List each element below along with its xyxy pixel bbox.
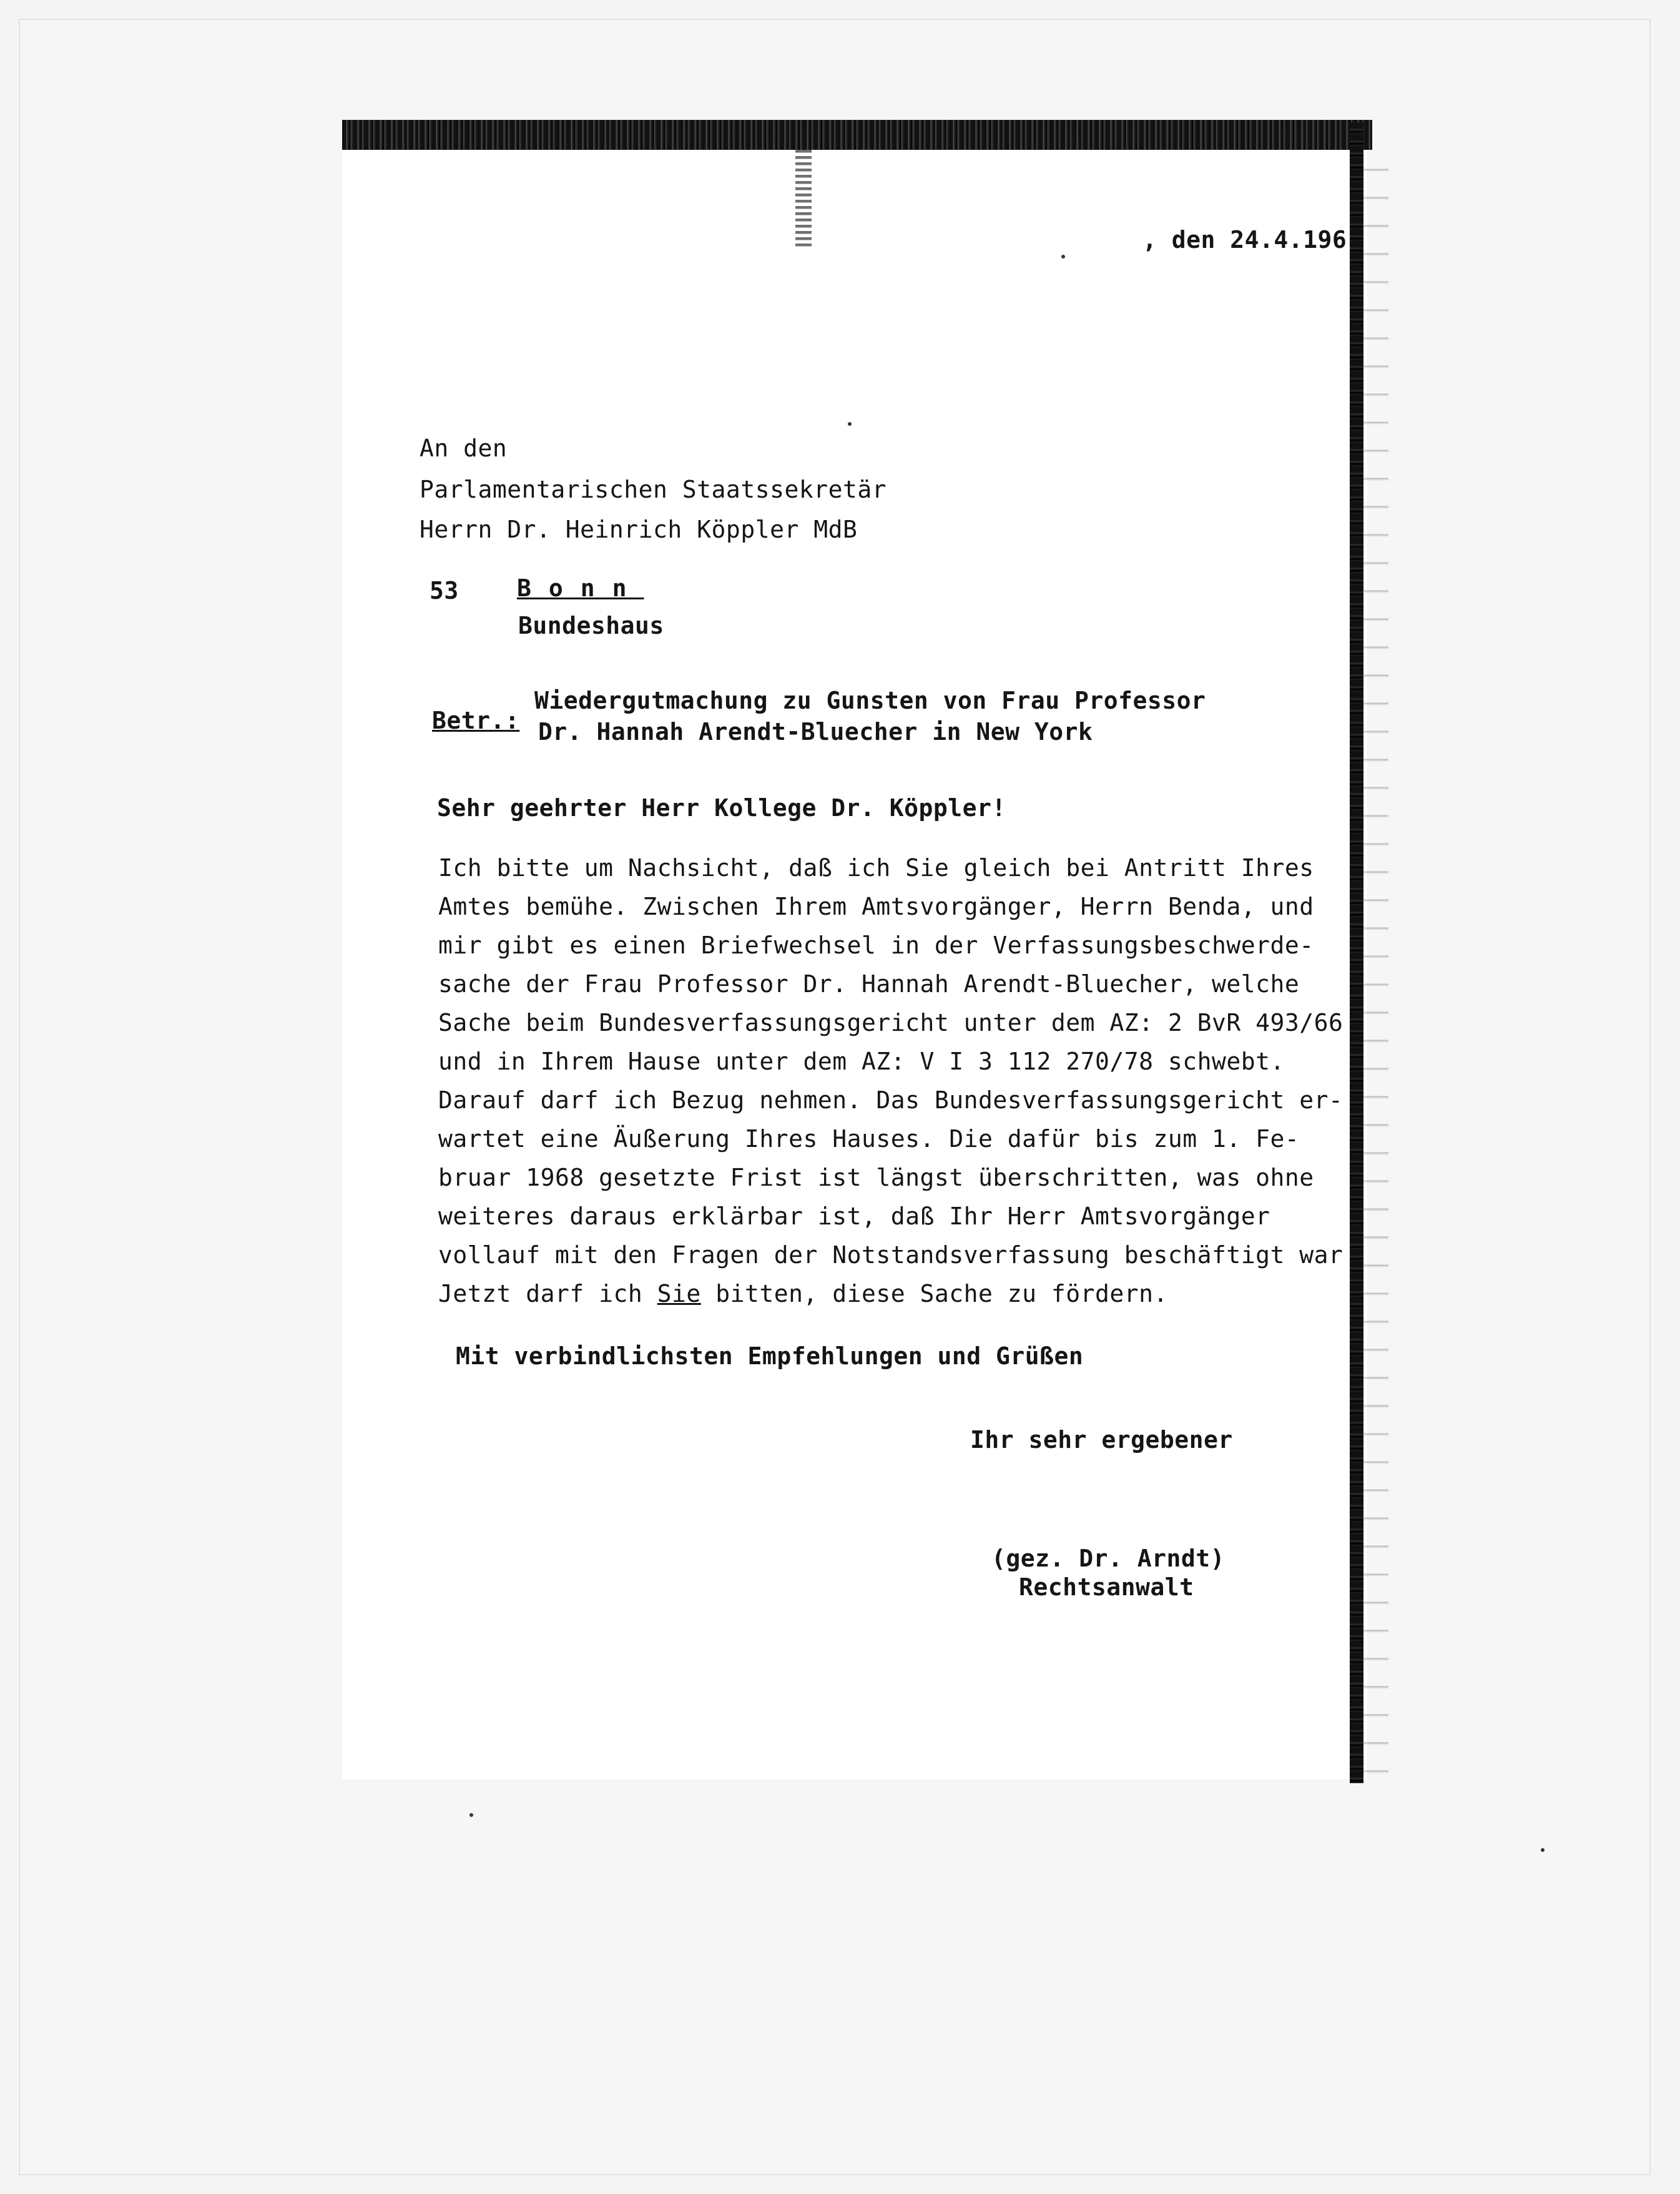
- body-last-emphasis: Sie: [657, 1280, 701, 1307]
- copy-speckle: [1363, 144, 1388, 1779]
- speck: [469, 1813, 473, 1817]
- body-line: Ich bitte um Nachsicht, daß ich Sie gleich bei Antritt Ihres: [438, 854, 1314, 882]
- speck: [1541, 1848, 1545, 1852]
- speck: [1061, 255, 1065, 258]
- address-line-3: Herrn Dr. Heinrich Köppler MdB: [420, 516, 858, 543]
- copy-edge-top: [342, 120, 1372, 150]
- body-line: Amtes bemühe. Zwischen Ihrem Amtsvorgänger, Herrn Benda, und: [438, 893, 1314, 920]
- body-line: mir gibt es einen Briefwechsel in der Verfassungsbeschwerde-: [438, 932, 1314, 959]
- letter-date: , den 24.4.196: [1142, 226, 1347, 253]
- body-last-before: Jetzt darf ich: [438, 1280, 657, 1307]
- body-line: bruar 1968 gesetzte Frist ist längst überschritten, was ohne: [438, 1164, 1314, 1191]
- speck: [848, 422, 852, 426]
- body-line: Sache beim Bundesverfassungsgericht unter dem AZ: 2 BvR 493/66: [438, 1009, 1344, 1036]
- address-line-2: Parlamentarischen Staatssekretär: [420, 476, 887, 503]
- address-postcode: 53: [430, 577, 459, 604]
- signature-name: (gez. Dr. Arndt): [991, 1545, 1226, 1572]
- body-line: weiteres daraus erklärbar ist, daß Ihr Herr Amtsvorgänger: [438, 1203, 1270, 1230]
- body-line: Darauf darf ich Bezug nehmen. Das Bundesverfassungsgericht er-: [438, 1086, 1344, 1114]
- subject-label: Betr.:: [432, 707, 520, 734]
- body-line: und in Ihrem Hause unter dem AZ: V I 3 112 270/78 schwebt.: [438, 1048, 1285, 1075]
- address-city: Bonn: [517, 574, 644, 602]
- body-line: wartet eine Äußerung Ihres Hauses. Die dafür bis zum 1. Fe-: [438, 1125, 1300, 1153]
- closing-phrase: Ihr sehr ergebener: [970, 1426, 1233, 1454]
- address-building: Bundeshaus: [518, 612, 664, 639]
- subject-line-1: Wiedergutmachung zu Gunsten von Frau Professor: [534, 687, 1206, 714]
- body-last-after: bitten, diese Sache zu fördern.: [700, 1280, 1168, 1307]
- body-line: vollauf mit den Fragen der Notstandsverfassung beschäftigt war: [438, 1241, 1344, 1269]
- body-line: sache der Frau Professor Dr. Hannah Arendt-Bluecher, welche: [438, 970, 1300, 998]
- salutation: Sehr geehrter Herr Kollege Dr. Köppler!: [437, 794, 1006, 822]
- copy-edge-right: [1350, 122, 1363, 1783]
- signature-title: Rechtsanwalt: [1019, 1573, 1194, 1601]
- subject-line-2: Dr. Hannah Arendt-Bluecher in New York: [538, 718, 1093, 745]
- punch-smudge: [795, 150, 812, 250]
- sign-off: Mit verbindlichsten Empfehlungen und Grüßen: [456, 1342, 1084, 1370]
- body-line-last: [438, 1280, 1168, 1307]
- address-line-1: An den: [420, 435, 508, 462]
